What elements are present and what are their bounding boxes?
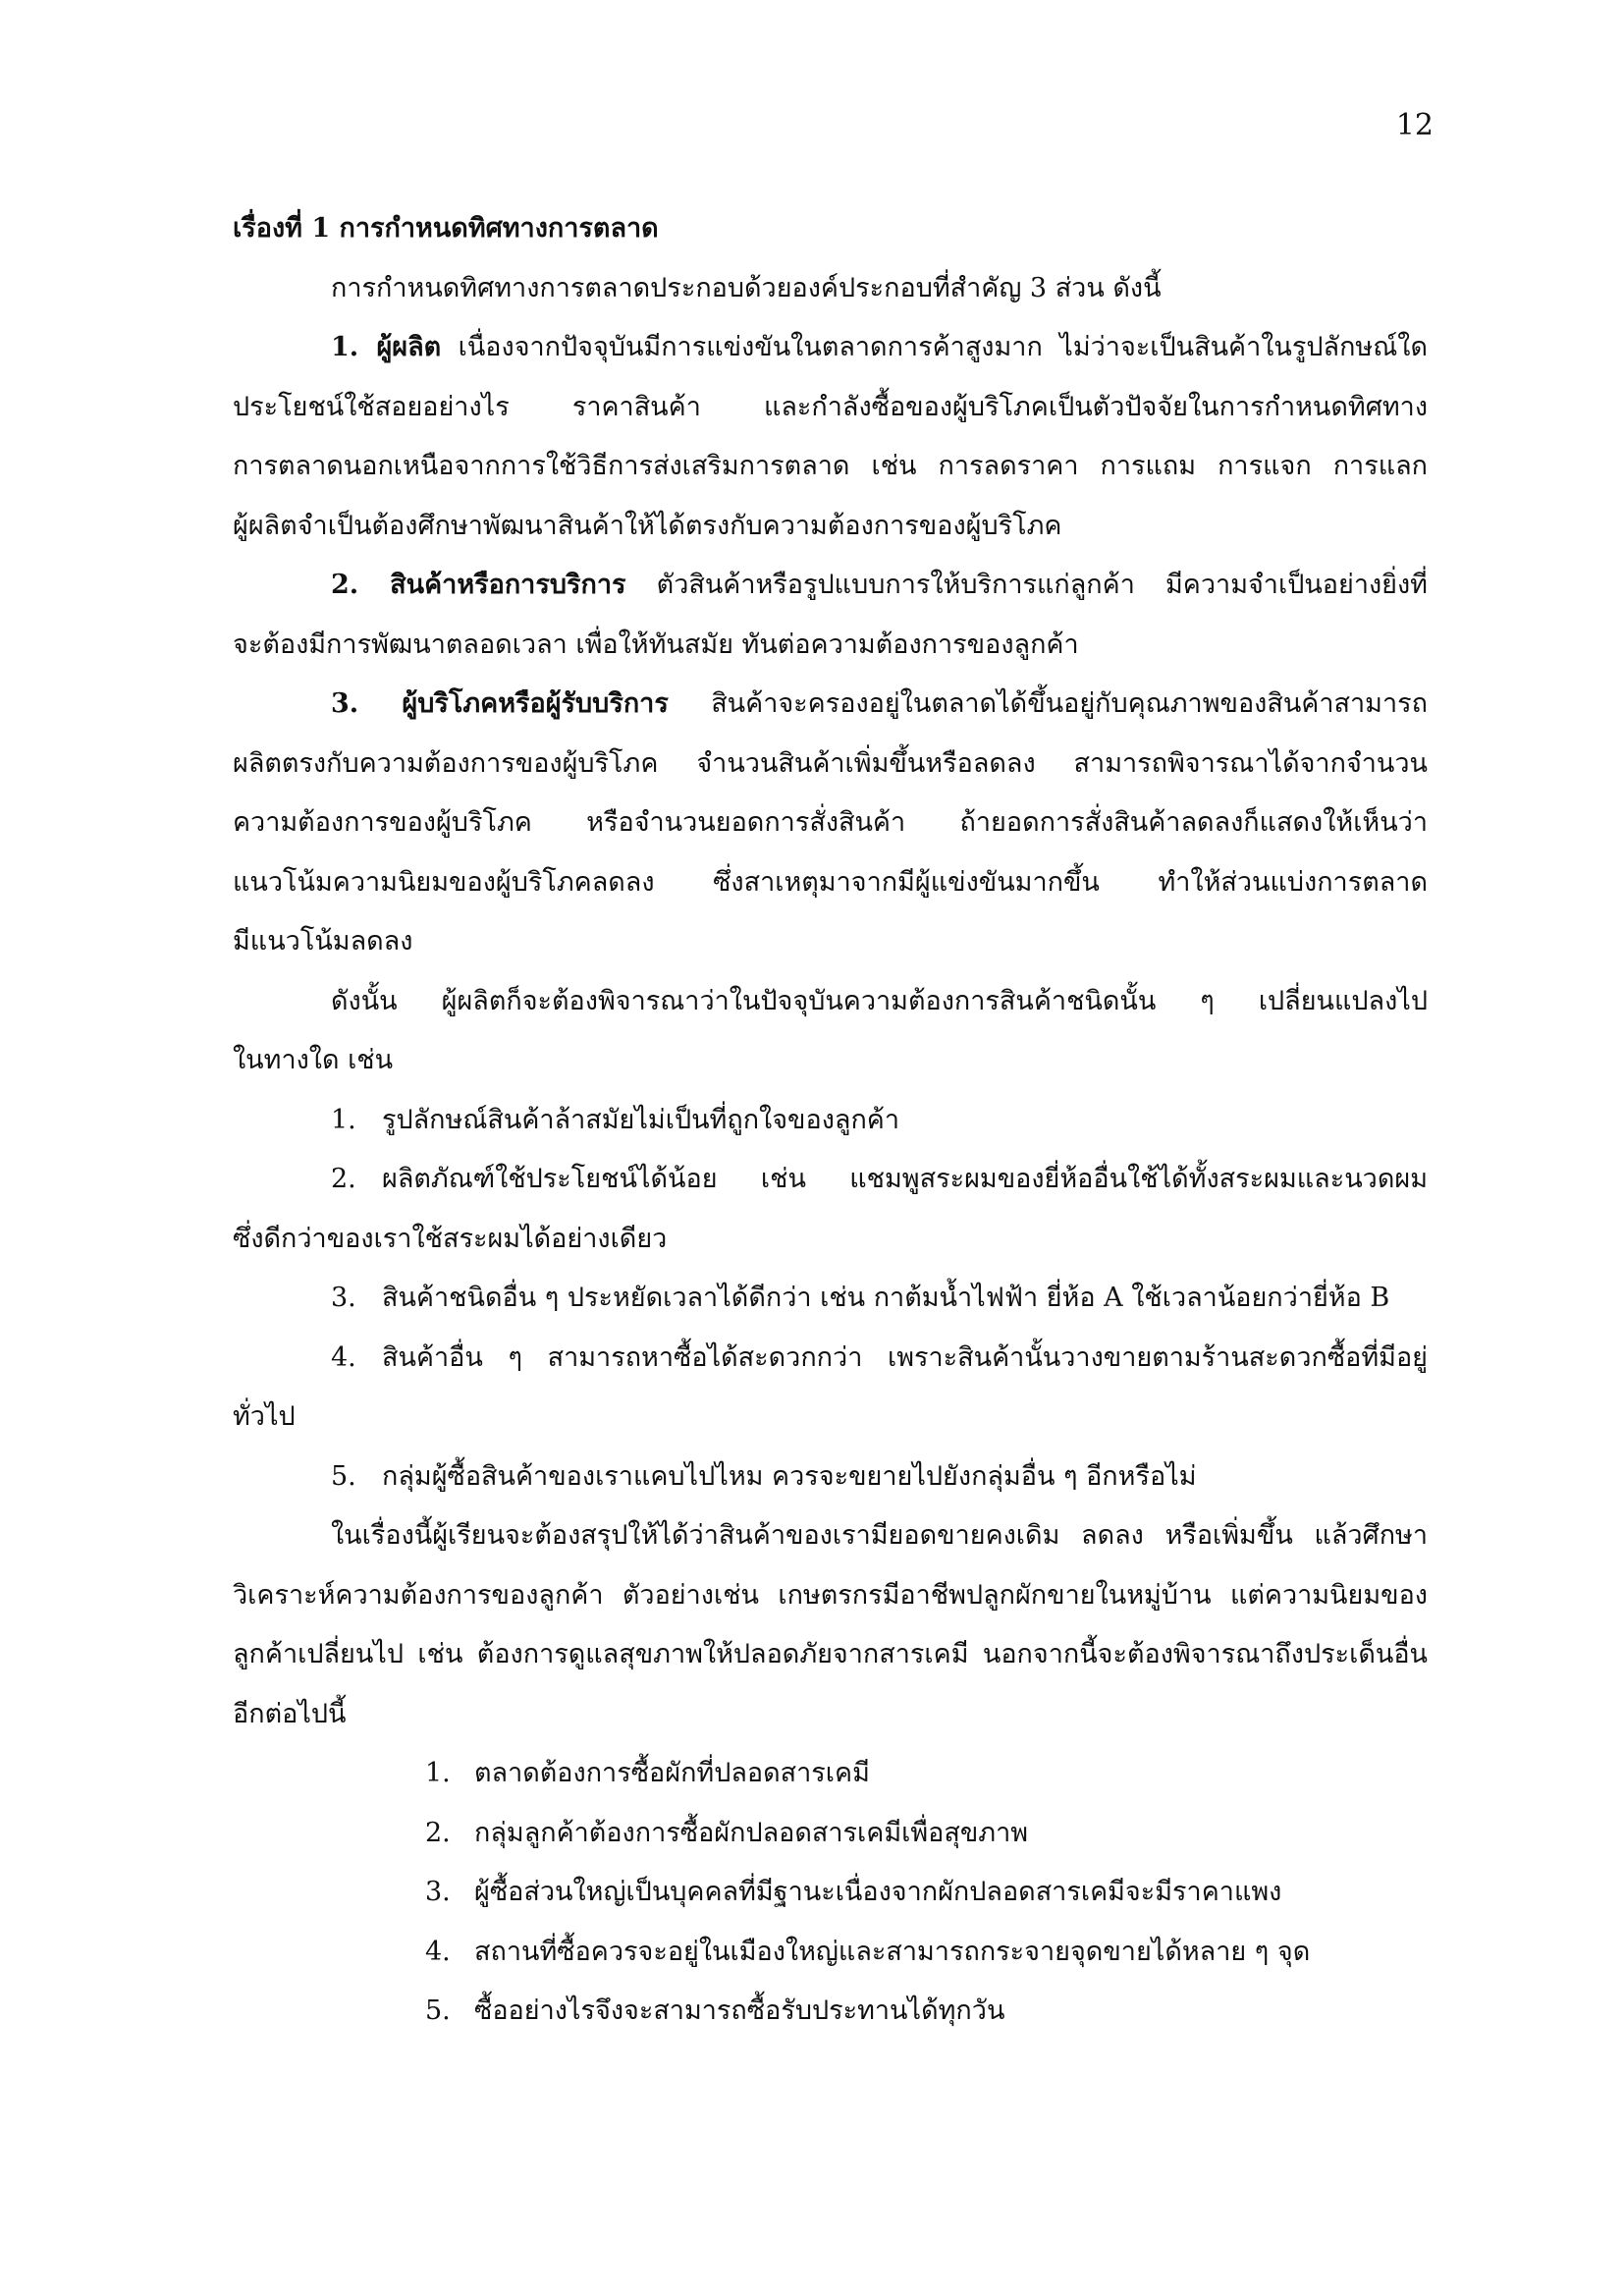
sub-list-item: [233, 1923, 1428, 1983]
list-number: 2.: [331, 1164, 356, 1194]
list-item: [233, 1091, 1428, 1151]
paragraph-line: ผู้ผลิตจำเป็นต้องศึกษาพัฒนาสินค้าให้ได้ตรงกับความต้องการของผู้บริโภค: [233, 510, 1062, 541]
list-text: กลุ่มลูกค้าต้องการซื้อผักปลอดสารเคมีเพื่อสุขภาพ: [474, 1817, 1029, 1848]
paragraph-line: ประโยชน์ใช้สอยอย่างไร ราคาสินค้า และกำลังซื้อของผู้บริโภคเป็นตัวปัจจัยในการกำหนดทิศทาง: [233, 391, 1428, 422]
sub-list-item: [233, 1982, 1428, 2042]
list-text: ผลิตภัณฑ์ใช้ประโยชน์ได้น้อย เช่น แชมพูสระผมของยี่ห้ออื่นใช้ได้ทั้งสระผมและนวดผม: [382, 1164, 1428, 1194]
paragraph-text: เนื่องจากปัจจุบันมีการแข่งขันในตลาดการค้าสูงมาก ไม่ว่าจะเป็นสินค้าในรูปลักษณ์ใด: [441, 332, 1428, 362]
paragraph-line: ความต้องการของผู้บริโภค หรือจำนวนยอดการสั่งสินค้า ถ้ายอดการสั่งสินค้าลดลงก็แสดงให้เห็นว่า: [233, 807, 1428, 838]
list-number: 3.: [425, 1877, 451, 1907]
list-number: 5.: [331, 1460, 356, 1492]
paragraph-line: การตลาดนอกเหนือจากการใช้วิธีการส่งเสริมการตลาด เช่น การลดราคา การแถม การแจก การแลก: [233, 451, 1428, 481]
list-text: ซื้ออย่างไรจึงจะสามารถซื้อรับประทานได้ทุกวัน: [474, 1995, 1005, 2026]
item-title: 1. ผู้ผลิต: [331, 332, 442, 362]
paragraph-line: วิเคราะห์ความต้องการของลูกค้า ตัวอย่างเช่น เกษตรกรมีอาชีพปลูกผักขายในหมู่บ้าน แต่ความนิยมของ: [233, 1579, 1428, 1611]
paragraph-line: ในทางใด เช่น: [233, 1045, 394, 1075]
item-title: 2. สินค้าหรือการบริการ: [331, 570, 626, 600]
list-item-continuation: ทั่วไป: [233, 1401, 296, 1432]
item-title: 3. ผู้บริโภคหรือผู้รับบริการ: [331, 688, 669, 719]
page-number: 12: [1395, 108, 1434, 142]
paragraph-line: มีแนวโน้มลดลง: [233, 926, 413, 957]
paragraph-text: ตัวสินค้าหรือรูปแบบการให้บริการแก่ลูกค้า มีความจำเป็นอย่างยิ่งที่: [625, 570, 1428, 600]
paragraph-line: ลูกค้าเปลี่ยนไป เช่น ต้องการดูแลสุขภาพให้ปลอดภัยจากสารเคมี นอกจากนี้จะต้องพิจารณาถึงประเด็นอื่น: [233, 1639, 1428, 1669]
paragraph-line: ผลิตตรงกับความต้องการของผู้บริโภค จำนวนสินค้าเพิ่มขึ้นหรือลดลง สามารถพิจารณาได้จากจำนวน: [233, 747, 1428, 779]
paragraph-line: [233, 318, 1428, 378]
paragraph-line: [233, 556, 1428, 616]
sub-list-item: [233, 1804, 1428, 1864]
section-heading: [233, 199, 1428, 259]
list-text: สถานที่ซื้อควรจะอยู่ในเมืองใหญ่และสามารถกระจายจุดขายได้หลาย ๆ จุด: [474, 1936, 1311, 1967]
list-number: 2.: [425, 1817, 451, 1848]
list-number: 3.: [331, 1283, 356, 1313]
list-item: [233, 1329, 1428, 1389]
list-number: 1.: [425, 1758, 451, 1788]
intro-paragraph: การกำหนดทิศทางการตลาดประกอบด้วยองค์ประกอบที่สำคัญ 3 ส่วน ดังนี้: [331, 272, 1162, 303]
paragraph-line: ในเรื่องนี้ผู้เรียนจะต้องสรุปให้ได้ว่าสินค้าของเรามียอดขายคงเดิม ลดลง หรือเพิ่มขึ้น แล้วศึกษา: [331, 1520, 1428, 1551]
list-text: สินค้าอื่น ๆ สามารถหาซื้อได้สะดวกกว่า เพราะสินค้านั้นวางขายตามร้านสะดวกซื้อที่มีอยู่: [382, 1341, 1428, 1373]
paragraph-text: สินค้าจะครองอยู่ในตลาดได้ขึ้นอยู่กับคุณภาพของสินค้าสามารถ: [668, 688, 1428, 719]
list-text: ตลาดต้องการซื้อผักที่ปลอดสารเคมี: [474, 1758, 870, 1788]
paragraph-line: แนวโน้มความนิยมของผู้บริโภคลดลง ซึ่งสาเหตุมาจากมีผู้แข่งขันมากขึ้น ทำให้ส่วนแบ่งการตลาด: [233, 866, 1428, 898]
sub-list-item: [233, 1863, 1428, 1923]
list-number: 4.: [331, 1341, 356, 1373]
paragraph-line: จะต้องมีการพัฒนาตลอดเวลา เพื่อให้ทันสมัย ทันต่อความต้องการของลูกค้า: [233, 629, 1079, 660]
list-text: ผู้ซื้อส่วนใหญ่เป็นบุคคลที่มีฐานะเนื่องจากผักปลอดสารเคมีจะมีราคาแพง: [474, 1877, 1282, 1907]
document-body: [233, 199, 1428, 2042]
paragraph-line: ดังนั้น ผู้ผลิตก็จะต้องพิจารณาว่าในปัจจุบันความต้องการสินค้าชนิดนั้น ๆ เปลี่ยนแปลงไป: [331, 985, 1428, 1016]
heading-text: เรื่องที่ 1 การกำหนดทิศทางการตลาด: [233, 213, 659, 244]
list-text: สินค้าชนิดอื่น ๆ ประหยัดเวลาได้ดีกว่า เช่น กาต้มน้ำไฟฟ้า ยี่ห้อ A ใช้เวลาน้อยกว่ายี่ห้อ B: [382, 1283, 1390, 1313]
list-text: กลุ่มผู้ซื้อสินค้าของเราแคบไปไหม ควรจะขยายไปยังกลุ่มอื่น ๆ อีกหรือไม่: [382, 1460, 1197, 1492]
list-item-continuation: ซึ่งดีกว่าของเราใช้สระผมได้อย่างเดียว: [233, 1223, 668, 1254]
list-number: 4.: [425, 1936, 451, 1967]
list-item: [233, 1269, 1428, 1329]
paragraph-line: [233, 675, 1428, 735]
list-item: [233, 1448, 1428, 1507]
list-number: 5.: [425, 1995, 451, 2026]
list-item: [233, 1150, 1428, 1210]
paragraph-line: อีกต่อไปนี้: [233, 1698, 347, 1729]
list-text: รูปลักษณ์สินค้าล้าสมัยไม่เป็นที่ถูกใจของลูกค้า: [382, 1104, 900, 1135]
list-number: 1.: [331, 1104, 356, 1135]
sub-list-item: [233, 1744, 1428, 1804]
